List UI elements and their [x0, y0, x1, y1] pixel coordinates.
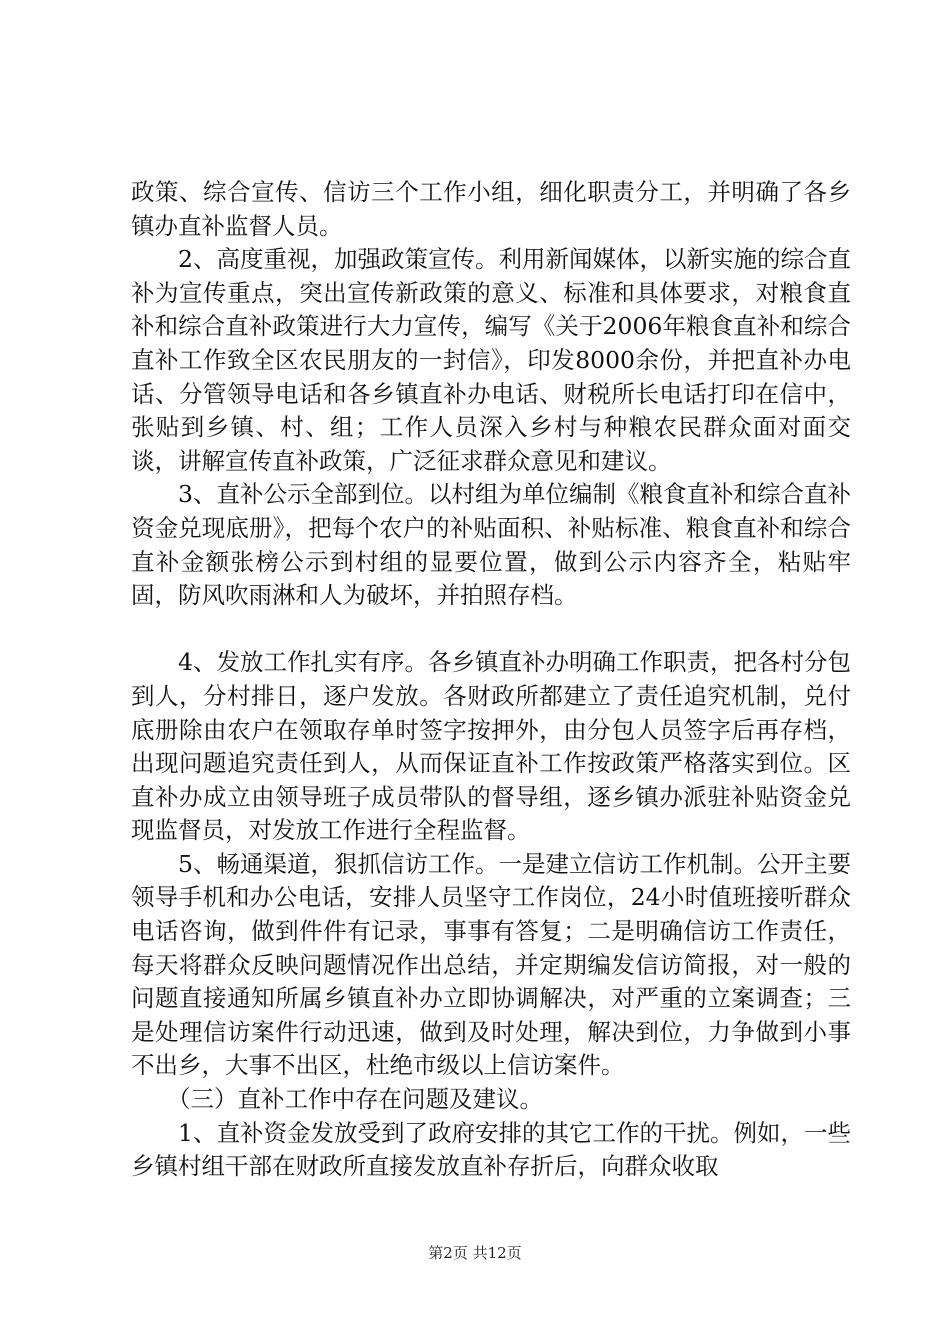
page-footer: 第2页 共12页: [428, 1244, 522, 1262]
document-body: [131, 176, 851, 1184]
paragraph-item-5: 5、畅通渠道，狠抓信访工作。一是建立信访工作机制。公开主要领导手机和办公电话，安排人员坚守工作岗位，24小时值班接听群众电话咨询，做到件件有记录，事事有答复；二是明确信访工作责任，每天将群众反映问题情况作出总结，并定期编发信访简报，对一般的问题直接通知所属乡镇直补办立即协调解决，对严重的立案调查；三是处理信访案件行动迅速，做到及时处理，解决到位，力争做到小事不出乡，大事不出区，杜绝市级以上信访案件。: [131, 849, 851, 1080]
paragraph-continuation: 政策、综合宣传、信访三个工作小组，细化职责分工，并明确了各乡镇办直补监督人员。: [131, 178, 851, 240]
section-heading: （三）直补工作中存在问题及建议。: [167, 1085, 543, 1114]
paragraph-issue-1: 1、直补资金发放受到了政府安排的其它工作的干扰。例如，一些乡镇村组干部在财政所直接发放直补存折后，向群众收取: [131, 1118, 851, 1181]
paragraph-item-4: 4、发放工作扎实有序。各乡镇直补办明确工作职责，把各村分包到人，分村排日，逐户发放。各财政所都建立了责任追究机制，兑付底册除由农户在领取存单时签字按押外，由分包人员签字后再存档，出现问题追究责任到人，从而保证直补工作按政策严格落实到位。区直补办成立由领导班子成员带队的督导组，逐乡镇办派驻补贴资金兑现监督员，对发放工作进行全程监督。: [131, 648, 851, 845]
paragraph-item-2: 2、高度重视，加强政策宣传。利用新闻媒体，以新实施的综合直补为宣传重点，突出宣传新政策的意义、标准和具体要求，对粮食直补和综合直补政策进行大力宣传，编写《关于2006年粮食直补和综合直补工作致全区农民朋友的一封信》，印发8000余份，并把直补办电话、分管领导电话和各乡镇直补办电话、财税所长电话打印在信中，张贴到乡镇、村、组；工作人员深入乡村与种粮农民群众面对面交谈，讲解宣传直补政策，广泛征求群众意见和建议。: [131, 245, 851, 475]
paragraph-item-3: 3、直补公示全部到位。以村组为单位编制《粮食直补和综合直补资金兑现底册》，把每个农户的补贴面积、补贴标准、粮食直补和综合直补金额张榜公示到村组的显要位置，做到公示内容齐全，粘贴牢固，防风吹雨淋和人为破坏，并拍照存档。: [131, 480, 851, 610]
